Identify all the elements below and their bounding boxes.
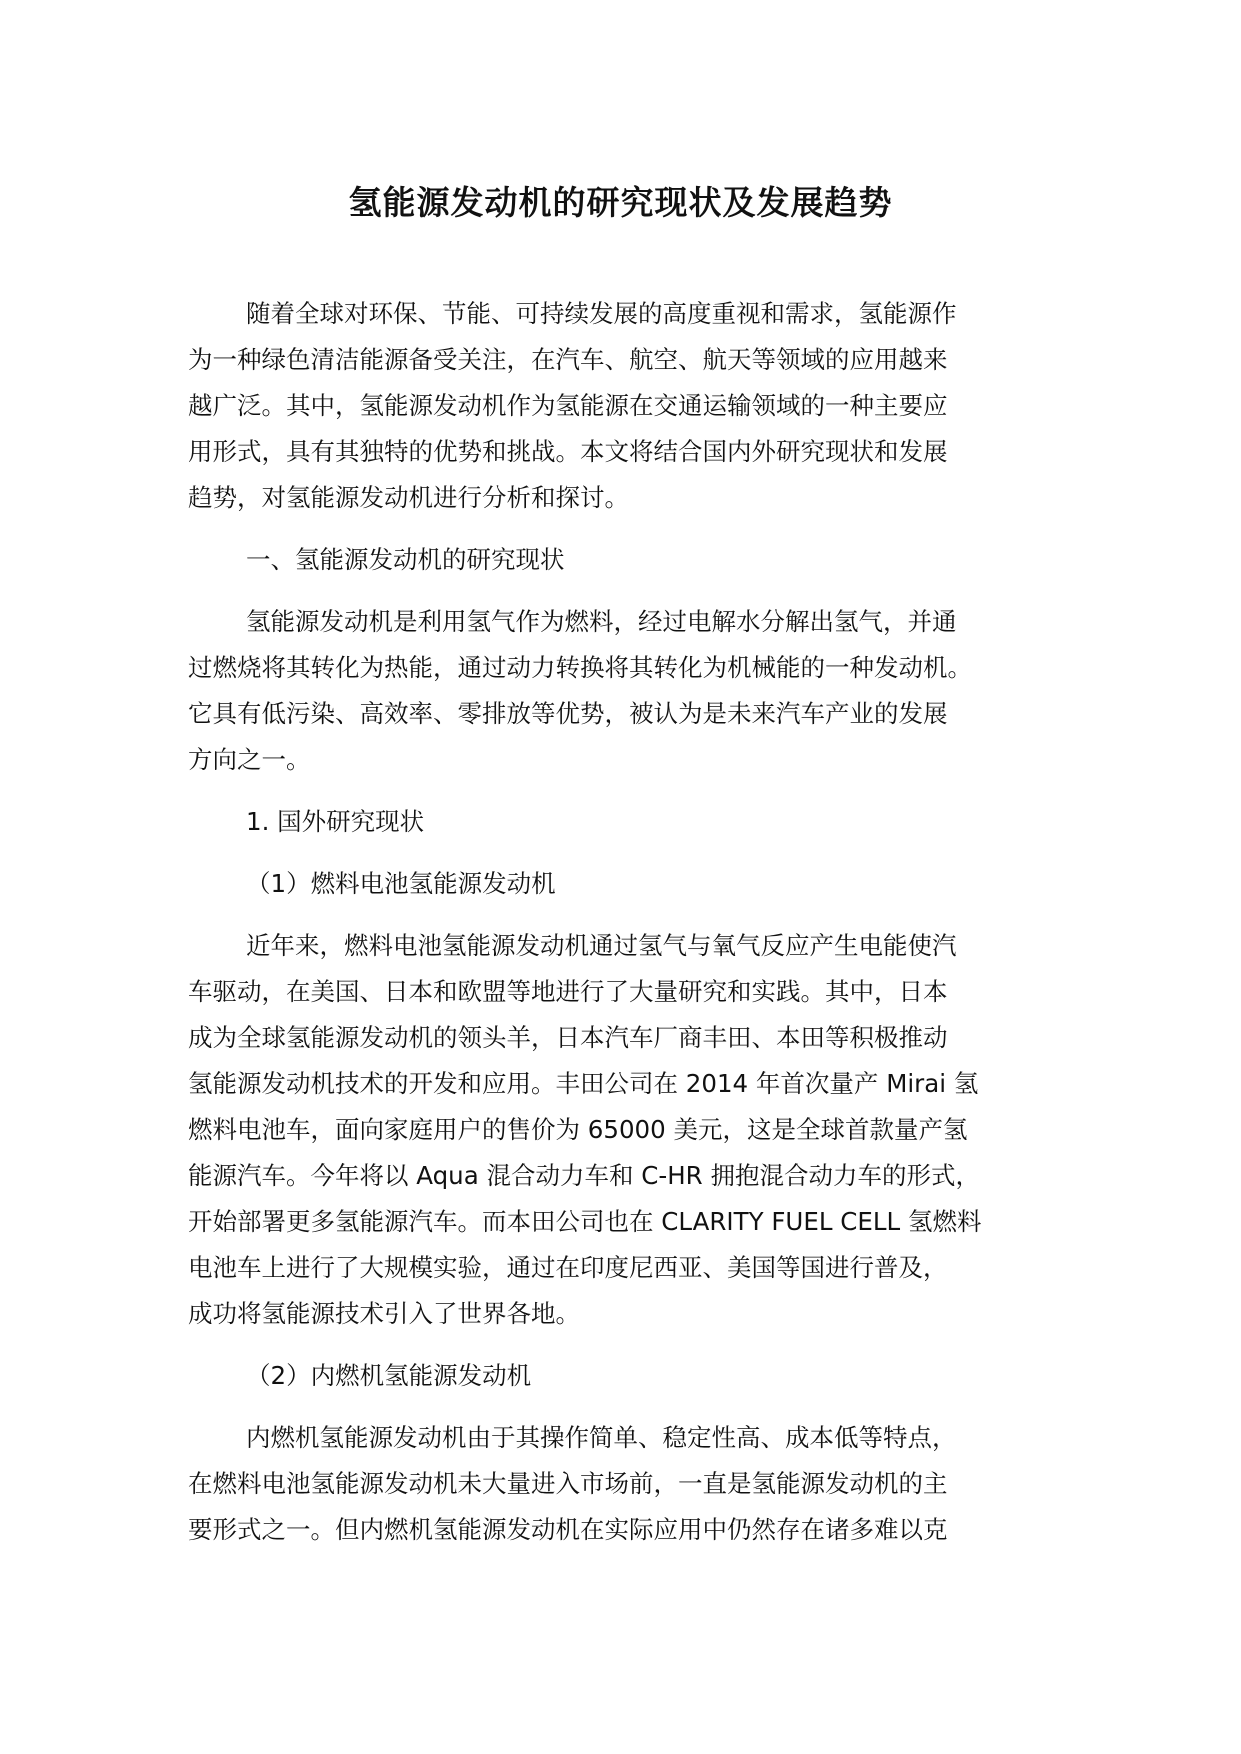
- text-line: 近年来，燃料电池氢能源发动机通过氢气与氧气反应产生电能使汽: [246, 931, 957, 960]
- text-line: 燃料电池车，面向家庭用户的售价为 65000 美元，这是全球首款量产氢: [188, 1115, 968, 1144]
- text-line: 过燃烧将其转化为热能，通过动力转换将其转化为机械能的一种发动机。: [188, 653, 972, 682]
- text-line: 内燃机氢能源发动机由于其操作简单、稳定性高、成本低等特点，: [246, 1423, 957, 1452]
- text-line: 要形式之一。但内燃机氢能源发动机在实际应用中仍然存在诸多难以克: [188, 1515, 948, 1544]
- subsection-heading: [188, 799, 1050, 845]
- document-title: 氢能源发动机的研究现状及发展趋势: [348, 183, 893, 222]
- text-line: （2）内燃机氢能源发动机: [246, 1361, 532, 1390]
- definition-paragraph: [188, 599, 1050, 783]
- text-line: 成为全球氢能源发动机的领头羊，日本汽车厂商丰田、本田等积极推动: [188, 1023, 948, 1052]
- text-line: 一、氢能源发动机的研究现状: [246, 545, 565, 574]
- text-line: 开始部署更多氢能源汽车。而本田公司也在 CLARITY FUEL CELL 氢燃料: [188, 1207, 982, 1236]
- ice-paragraph: [188, 1415, 1050, 1553]
- text-line: 越广泛。其中，氢能源发动机作为氢能源在交通运输领域的一种主要应: [188, 391, 948, 420]
- document-body: [188, 291, 1050, 1553]
- text-line: 电池车上进行了大规模实验，通过在印度尼西亚、美国等国进行普及，: [188, 1253, 948, 1282]
- text-line: 氢能源发动机技术的开发和应用。丰田公司在 2014 年首次量产 Mirai 氢: [188, 1069, 979, 1098]
- text-line: 在燃料电池氢能源发动机未大量进入市场前，一直是氢能源发动机的主: [188, 1469, 948, 1498]
- text-line: 车驱动，在美国、日本和欧盟等地进行了大量研究和实践。其中，日本: [188, 977, 948, 1006]
- intro-paragraph: [188, 291, 1050, 521]
- section-heading: [188, 537, 1050, 583]
- text-line: 能源汽车。今年将以 Aqua 混合动力车和 C-HR 拥抱混合动力车的形式，: [188, 1161, 980, 1190]
- text-line: 成功将氢能源技术引入了世界各地。: [188, 1299, 580, 1328]
- text-line: 它具有低污染、高效率、零排放等优势，被认为是未来汽车产业的发展: [188, 699, 948, 728]
- text-line: 随着全球对环保、节能、可持续发展的高度重视和需求，氢能源作: [246, 299, 957, 328]
- text-line: 氢能源发动机是利用氢气作为燃料，经过电解水分解出氢气，并通: [246, 607, 957, 636]
- text-line: 用形式，具有其独特的优势和挑战。本文将结合国内外研究现状和发展: [188, 437, 948, 466]
- text-line: 1. 国外研究现状: [246, 807, 425, 836]
- sub-subsection-heading: [188, 861, 1050, 907]
- fuel-cell-paragraph: [188, 923, 1050, 1337]
- text-line: 方向之一。: [188, 745, 311, 774]
- text-line: 趋势，对氢能源发动机进行分析和探讨。: [188, 483, 629, 512]
- text-line: （1）燃料电池氢能源发动机: [246, 869, 556, 898]
- text-line: 为一种绿色清洁能源备受关注，在汽车、航空、航天等领域的应用越来: [188, 345, 948, 374]
- sub-subsection-heading: [188, 1353, 1050, 1399]
